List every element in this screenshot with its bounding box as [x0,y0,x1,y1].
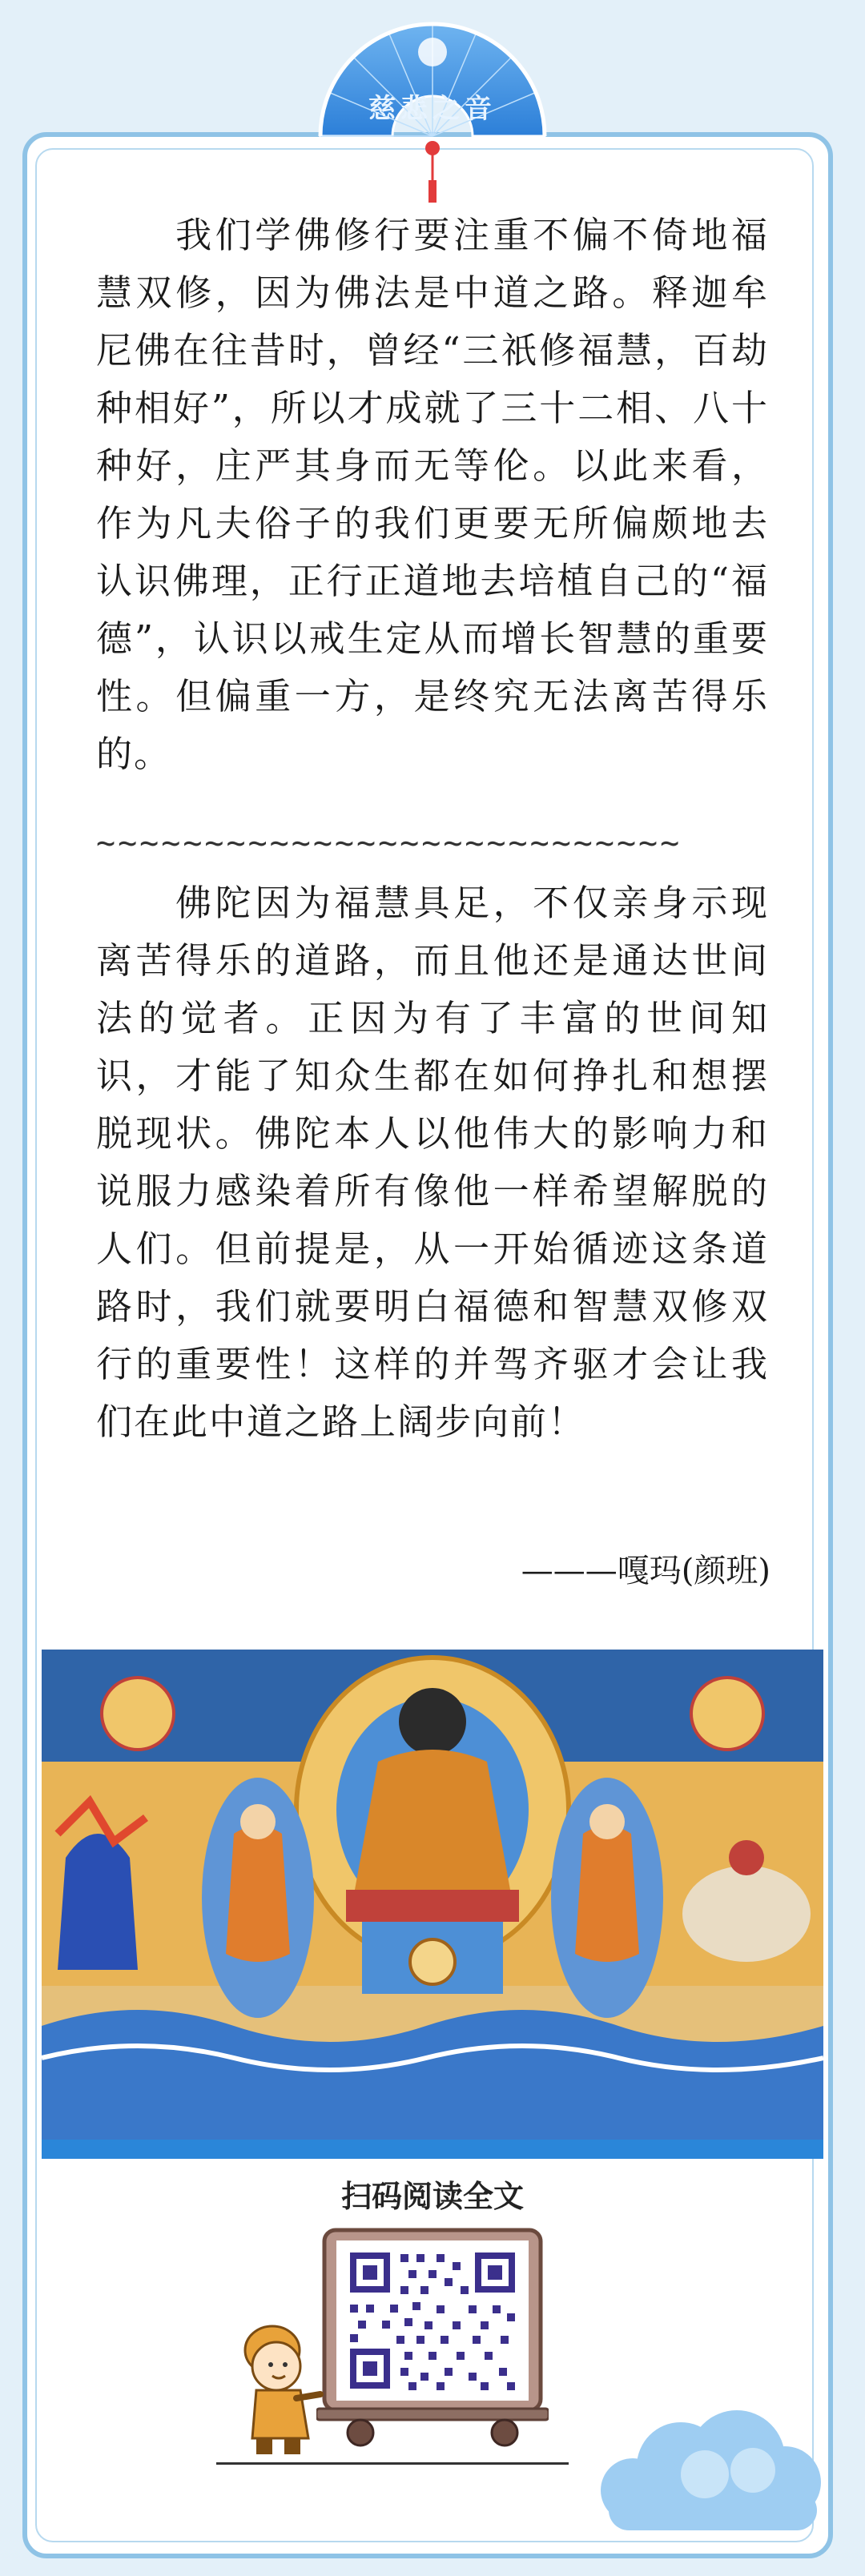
qr-title: 扫码阅读全文 [340,2179,524,2214]
fan-title: 慈悲之音 [368,93,497,125]
divider-tilde: ~~~~~~~~~~~~~~~~~~~~~~~~~~~ [96,825,682,862]
article-paragraph-1: 我们学佛修行要注重不偏不倚地福慧双修，因为佛法是中道之路。释迦牟尼佛在往昔时，曾经“三祇修福慧，百劫种相好”，所以才成就了三十二相、八十种好，庄严其身而无等伦。以此来看，作为凡夫俗子的我们更要无所偏颇地去认识佛理，正行正道地去培植自己的“福德”，认识以戒生定从而增长智慧的重要性。但偏重一方，是终究无法离苦得乐的。 [96,214,769,775]
cartoon-monk-illustration [232,2318,328,2462]
mural-illustration [42,1650,823,2140]
cloud-decoration [561,2386,825,2538]
qr-code[interactable] [340,2244,525,2397]
article-paragraph-2: 佛陀因为福慧具足，不仅亲身示现离苦得乐的道路，而且他还是通达世间法的觉者。正因为有了丰富的世间知识，才能了知众生都在如何挣扎和想摆脱现状。佛陀本人以他伟大的影响力和说服力感染着所有像他一样希望解脱的人们。但前提是，从一开始循迹这条道路时，我们就要明白福德和智慧双修双行的重要性！这样的并驾齐驱才会让我们在此中道之路上阔步向前！ [96,882,769,1443]
mural-bottom-strip [42,2140,823,2159]
article-signature: ———嘎玛(颜班) [521,1553,770,1589]
buddha-mural-image [42,1650,823,2140]
fan-header [304,16,561,216]
ground-line [216,2462,569,2465]
